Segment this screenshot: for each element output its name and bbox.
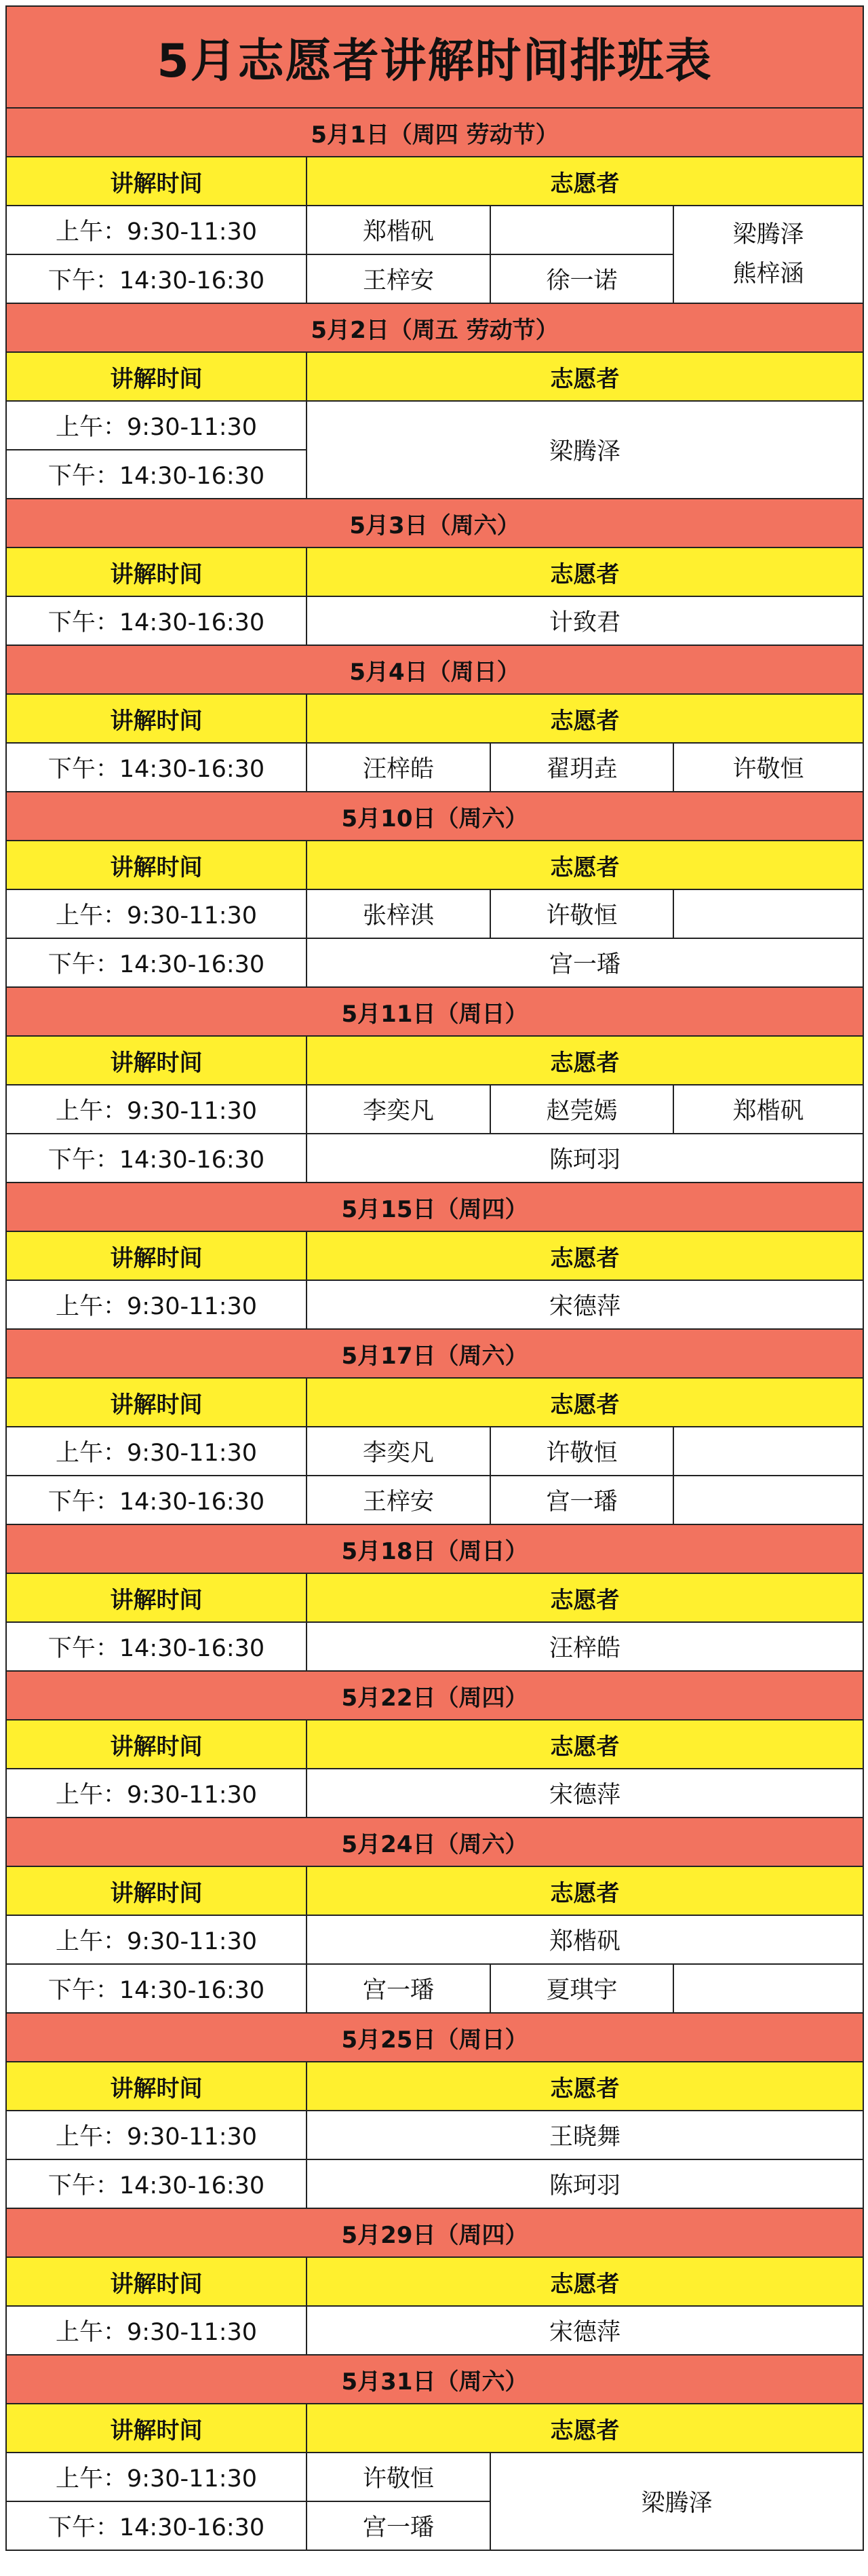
volunteer-cell: 许敬恒 bbox=[490, 1427, 673, 1476]
header-row bbox=[6, 2062, 863, 2111]
volunteer-cell: 徐一诺 bbox=[490, 254, 673, 303]
column-header-time: 讲解时间 bbox=[6, 2404, 307, 2453]
volunteer-cell: 陈珂羽 bbox=[307, 1134, 863, 1183]
schedule-row bbox=[6, 1964, 863, 2013]
column-header-time: 讲解时间 bbox=[6, 547, 307, 596]
volunteer-cell: 汪梓皓 bbox=[307, 743, 490, 792]
header-row bbox=[6, 1378, 863, 1427]
volunteer-cell: 李奕凡 bbox=[307, 1085, 490, 1134]
date-row bbox=[6, 1329, 863, 1378]
volunteer-cell: 梁腾泽 bbox=[490, 2453, 863, 2550]
column-header-time: 讲解时间 bbox=[6, 1036, 307, 1085]
column-header-time: 讲解时间 bbox=[6, 1378, 307, 1427]
time-slot-cell: 下午：14:30-16:30 bbox=[6, 596, 307, 645]
time-slot-cell: 下午：14:30-16:30 bbox=[6, 1476, 307, 1524]
volunteer-cell: 赵莞嫣 bbox=[490, 1085, 673, 1134]
column-header-time: 讲解时间 bbox=[6, 841, 307, 889]
day-heading: 5月29日（周四） bbox=[6, 2208, 863, 2257]
date-row bbox=[6, 792, 863, 841]
column-header-time: 讲解时间 bbox=[6, 2062, 307, 2111]
column-header-volunteer: 志愿者 bbox=[307, 694, 863, 743]
date-row bbox=[6, 2208, 863, 2257]
schedule-table bbox=[5, 5, 864, 2551]
time-slot-cell: 上午：9:30-11:30 bbox=[6, 1769, 307, 1818]
header-row bbox=[6, 1036, 863, 1085]
volunteer-cell: 宫一璠 bbox=[307, 938, 863, 987]
volunteer-cell: 翟玥垚 bbox=[490, 743, 673, 792]
time-slot-cell: 下午：14:30-16:30 bbox=[6, 743, 307, 792]
schedule-row bbox=[6, 2306, 863, 2355]
column-header-volunteer: 志愿者 bbox=[307, 352, 863, 401]
time-slot-cell: 下午：14:30-16:30 bbox=[6, 2501, 307, 2550]
schedule-row bbox=[6, 1427, 863, 1476]
volunteer-cell: 王晓舞 bbox=[307, 2111, 863, 2159]
column-header-time: 讲解时间 bbox=[6, 694, 307, 743]
volunteer-cell: 宫一璠 bbox=[490, 1476, 673, 1524]
time-slot-cell: 下午：14:30-16:30 bbox=[6, 450, 307, 499]
day-heading: 5月24日（周六） bbox=[6, 1818, 863, 1866]
time-slot-cell: 下午：14:30-16:30 bbox=[6, 938, 307, 987]
date-row bbox=[6, 645, 863, 694]
time-slot-cell: 上午：9:30-11:30 bbox=[6, 1427, 307, 1476]
header-row bbox=[6, 352, 863, 401]
day-heading: 5月25日（周日） bbox=[6, 2013, 863, 2062]
time-slot-cell: 上午：9:30-11:30 bbox=[6, 1280, 307, 1329]
column-header-time: 讲解时间 bbox=[6, 2257, 307, 2306]
column-header-time: 讲解时间 bbox=[6, 352, 307, 401]
volunteer-cell: 梁腾泽 熊梓涵 bbox=[673, 206, 863, 303]
schedule-row bbox=[6, 596, 863, 645]
time-slot-cell: 上午：9:30-11:30 bbox=[6, 2453, 307, 2501]
volunteer-cell: 宫一璠 bbox=[307, 1964, 490, 2013]
date-row bbox=[6, 987, 863, 1036]
day-heading: 5月31日（周六） bbox=[6, 2355, 863, 2404]
column-header-time: 讲解时间 bbox=[6, 1573, 307, 1622]
date-row bbox=[6, 1818, 863, 1866]
header-row bbox=[6, 1866, 863, 1915]
date-row bbox=[6, 1671, 863, 1720]
volunteer-cell: 王梓安 bbox=[307, 1476, 490, 1524]
schedule-row bbox=[6, 2111, 863, 2159]
column-header-time: 讲解时间 bbox=[6, 1720, 307, 1769]
volunteer-cell: 夏琪宇 bbox=[490, 1964, 673, 2013]
volunteer-cell: 许敬恒 bbox=[490, 889, 673, 938]
header-row bbox=[6, 694, 863, 743]
column-header-volunteer: 志愿者 bbox=[307, 2062, 863, 2111]
date-row bbox=[6, 499, 863, 547]
schedule-row bbox=[6, 1915, 863, 1964]
day-heading: 5月2日（周五 劳动节） bbox=[6, 303, 863, 352]
column-header-volunteer: 志愿者 bbox=[307, 841, 863, 889]
schedule-row bbox=[6, 401, 863, 450]
column-header-volunteer: 志愿者 bbox=[307, 1720, 863, 1769]
schedule-row bbox=[6, 1134, 863, 1183]
schedule-row bbox=[6, 889, 863, 938]
column-header-volunteer: 志愿者 bbox=[307, 1573, 863, 1622]
volunteer-cell: 计致君 bbox=[307, 596, 863, 645]
volunteer-cell: 李奕凡 bbox=[307, 1427, 490, 1476]
date-row bbox=[6, 303, 863, 352]
volunteer-cell: 许敬恒 bbox=[673, 743, 863, 792]
time-slot-cell: 下午：14:30-16:30 bbox=[6, 1964, 307, 2013]
day-heading: 5月11日（周日） bbox=[6, 987, 863, 1036]
time-slot-cell: 上午：9:30-11:30 bbox=[6, 206, 307, 254]
column-header-volunteer: 志愿者 bbox=[307, 1231, 863, 1280]
schedule-row bbox=[6, 938, 863, 987]
time-slot-cell: 下午：14:30-16:30 bbox=[6, 254, 307, 303]
schedule-page bbox=[5, 5, 863, 2551]
schedule-body bbox=[6, 6, 863, 2550]
schedule-row bbox=[6, 206, 863, 254]
volunteer-cell bbox=[673, 1427, 863, 1476]
schedule-row bbox=[6, 1622, 863, 1671]
column-header-time: 讲解时间 bbox=[6, 1866, 307, 1915]
date-row bbox=[6, 2013, 863, 2062]
volunteer-cell: 许敬恒 bbox=[307, 2453, 490, 2501]
volunteer-cell: 宋德萍 bbox=[307, 1280, 863, 1329]
day-heading: 5月3日（周六） bbox=[6, 499, 863, 547]
time-slot-cell: 上午：9:30-11:30 bbox=[6, 2306, 307, 2355]
schedule-row bbox=[6, 1085, 863, 1134]
volunteer-cell: 郑楷矾 bbox=[673, 1085, 863, 1134]
column-header-volunteer: 志愿者 bbox=[307, 1036, 863, 1085]
header-row bbox=[6, 1231, 863, 1280]
date-row bbox=[6, 1183, 863, 1231]
header-row bbox=[6, 2404, 863, 2453]
time-slot-cell: 上午：9:30-11:30 bbox=[6, 1915, 307, 1964]
column-header-volunteer: 志愿者 bbox=[307, 1378, 863, 1427]
header-row bbox=[6, 2257, 863, 2306]
volunteer-cell: 梁腾泽 bbox=[307, 401, 863, 499]
day-heading: 5月1日（周四 劳动节） bbox=[6, 108, 863, 157]
time-slot-cell: 上午：9:30-11:30 bbox=[6, 401, 307, 450]
column-header-time: 讲解时间 bbox=[6, 157, 307, 206]
time-slot-cell: 上午：9:30-11:30 bbox=[6, 2111, 307, 2159]
schedule-row bbox=[6, 1769, 863, 1818]
header-row bbox=[6, 1573, 863, 1622]
column-header-volunteer: 志愿者 bbox=[307, 2404, 863, 2453]
date-row bbox=[6, 108, 863, 157]
time-slot-cell: 上午：9:30-11:30 bbox=[6, 889, 307, 938]
volunteer-cell bbox=[673, 1476, 863, 1524]
title-row bbox=[6, 6, 863, 108]
day-heading: 5月18日（周日） bbox=[6, 1524, 863, 1573]
volunteer-cell: 宫一璠 bbox=[307, 2501, 490, 2550]
column-header-volunteer: 志愿者 bbox=[307, 547, 863, 596]
volunteer-cell bbox=[673, 889, 863, 938]
date-row bbox=[6, 1524, 863, 1573]
time-slot-cell: 下午：14:30-16:30 bbox=[6, 2159, 307, 2208]
header-row bbox=[6, 547, 863, 596]
schedule-row bbox=[6, 2453, 863, 2501]
column-header-time: 讲解时间 bbox=[6, 1231, 307, 1280]
volunteer-cell: 宋德萍 bbox=[307, 1769, 863, 1818]
volunteer-cell: 郑楷矾 bbox=[307, 1915, 863, 1964]
date-row bbox=[6, 2355, 863, 2404]
volunteer-cell: 宋德萍 bbox=[307, 2306, 863, 2355]
time-slot-cell: 下午：14:30-16:30 bbox=[6, 1134, 307, 1183]
page-title: 5月志愿者讲解时间排班表 bbox=[6, 6, 863, 108]
header-row bbox=[6, 1720, 863, 1769]
schedule-row bbox=[6, 2159, 863, 2208]
column-header-volunteer: 志愿者 bbox=[307, 2257, 863, 2306]
volunteer-cell: 陈珂羽 bbox=[307, 2159, 863, 2208]
column-header-volunteer: 志愿者 bbox=[307, 157, 863, 206]
day-heading: 5月15日（周四） bbox=[6, 1183, 863, 1231]
volunteer-cell bbox=[490, 206, 673, 254]
volunteer-cell: 王梓安 bbox=[307, 254, 490, 303]
day-heading: 5月10日（周六） bbox=[6, 792, 863, 841]
time-slot-cell: 下午：14:30-16:30 bbox=[6, 1622, 307, 1671]
time-slot-cell: 上午：9:30-11:30 bbox=[6, 1085, 307, 1134]
schedule-row bbox=[6, 1476, 863, 1524]
column-header-volunteer: 志愿者 bbox=[307, 1866, 863, 1915]
day-heading: 5月4日（周日） bbox=[6, 645, 863, 694]
volunteer-cell: 郑楷矾 bbox=[307, 206, 490, 254]
day-heading: 5月22日（周四） bbox=[6, 1671, 863, 1720]
schedule-row bbox=[6, 1280, 863, 1329]
volunteer-cell: 汪梓皓 bbox=[307, 1622, 863, 1671]
header-row bbox=[6, 157, 863, 206]
schedule-row bbox=[6, 743, 863, 792]
volunteer-cell: 张梓淇 bbox=[307, 889, 490, 938]
header-row bbox=[6, 841, 863, 889]
day-heading: 5月17日（周六） bbox=[6, 1329, 863, 1378]
volunteer-cell bbox=[673, 1964, 863, 2013]
